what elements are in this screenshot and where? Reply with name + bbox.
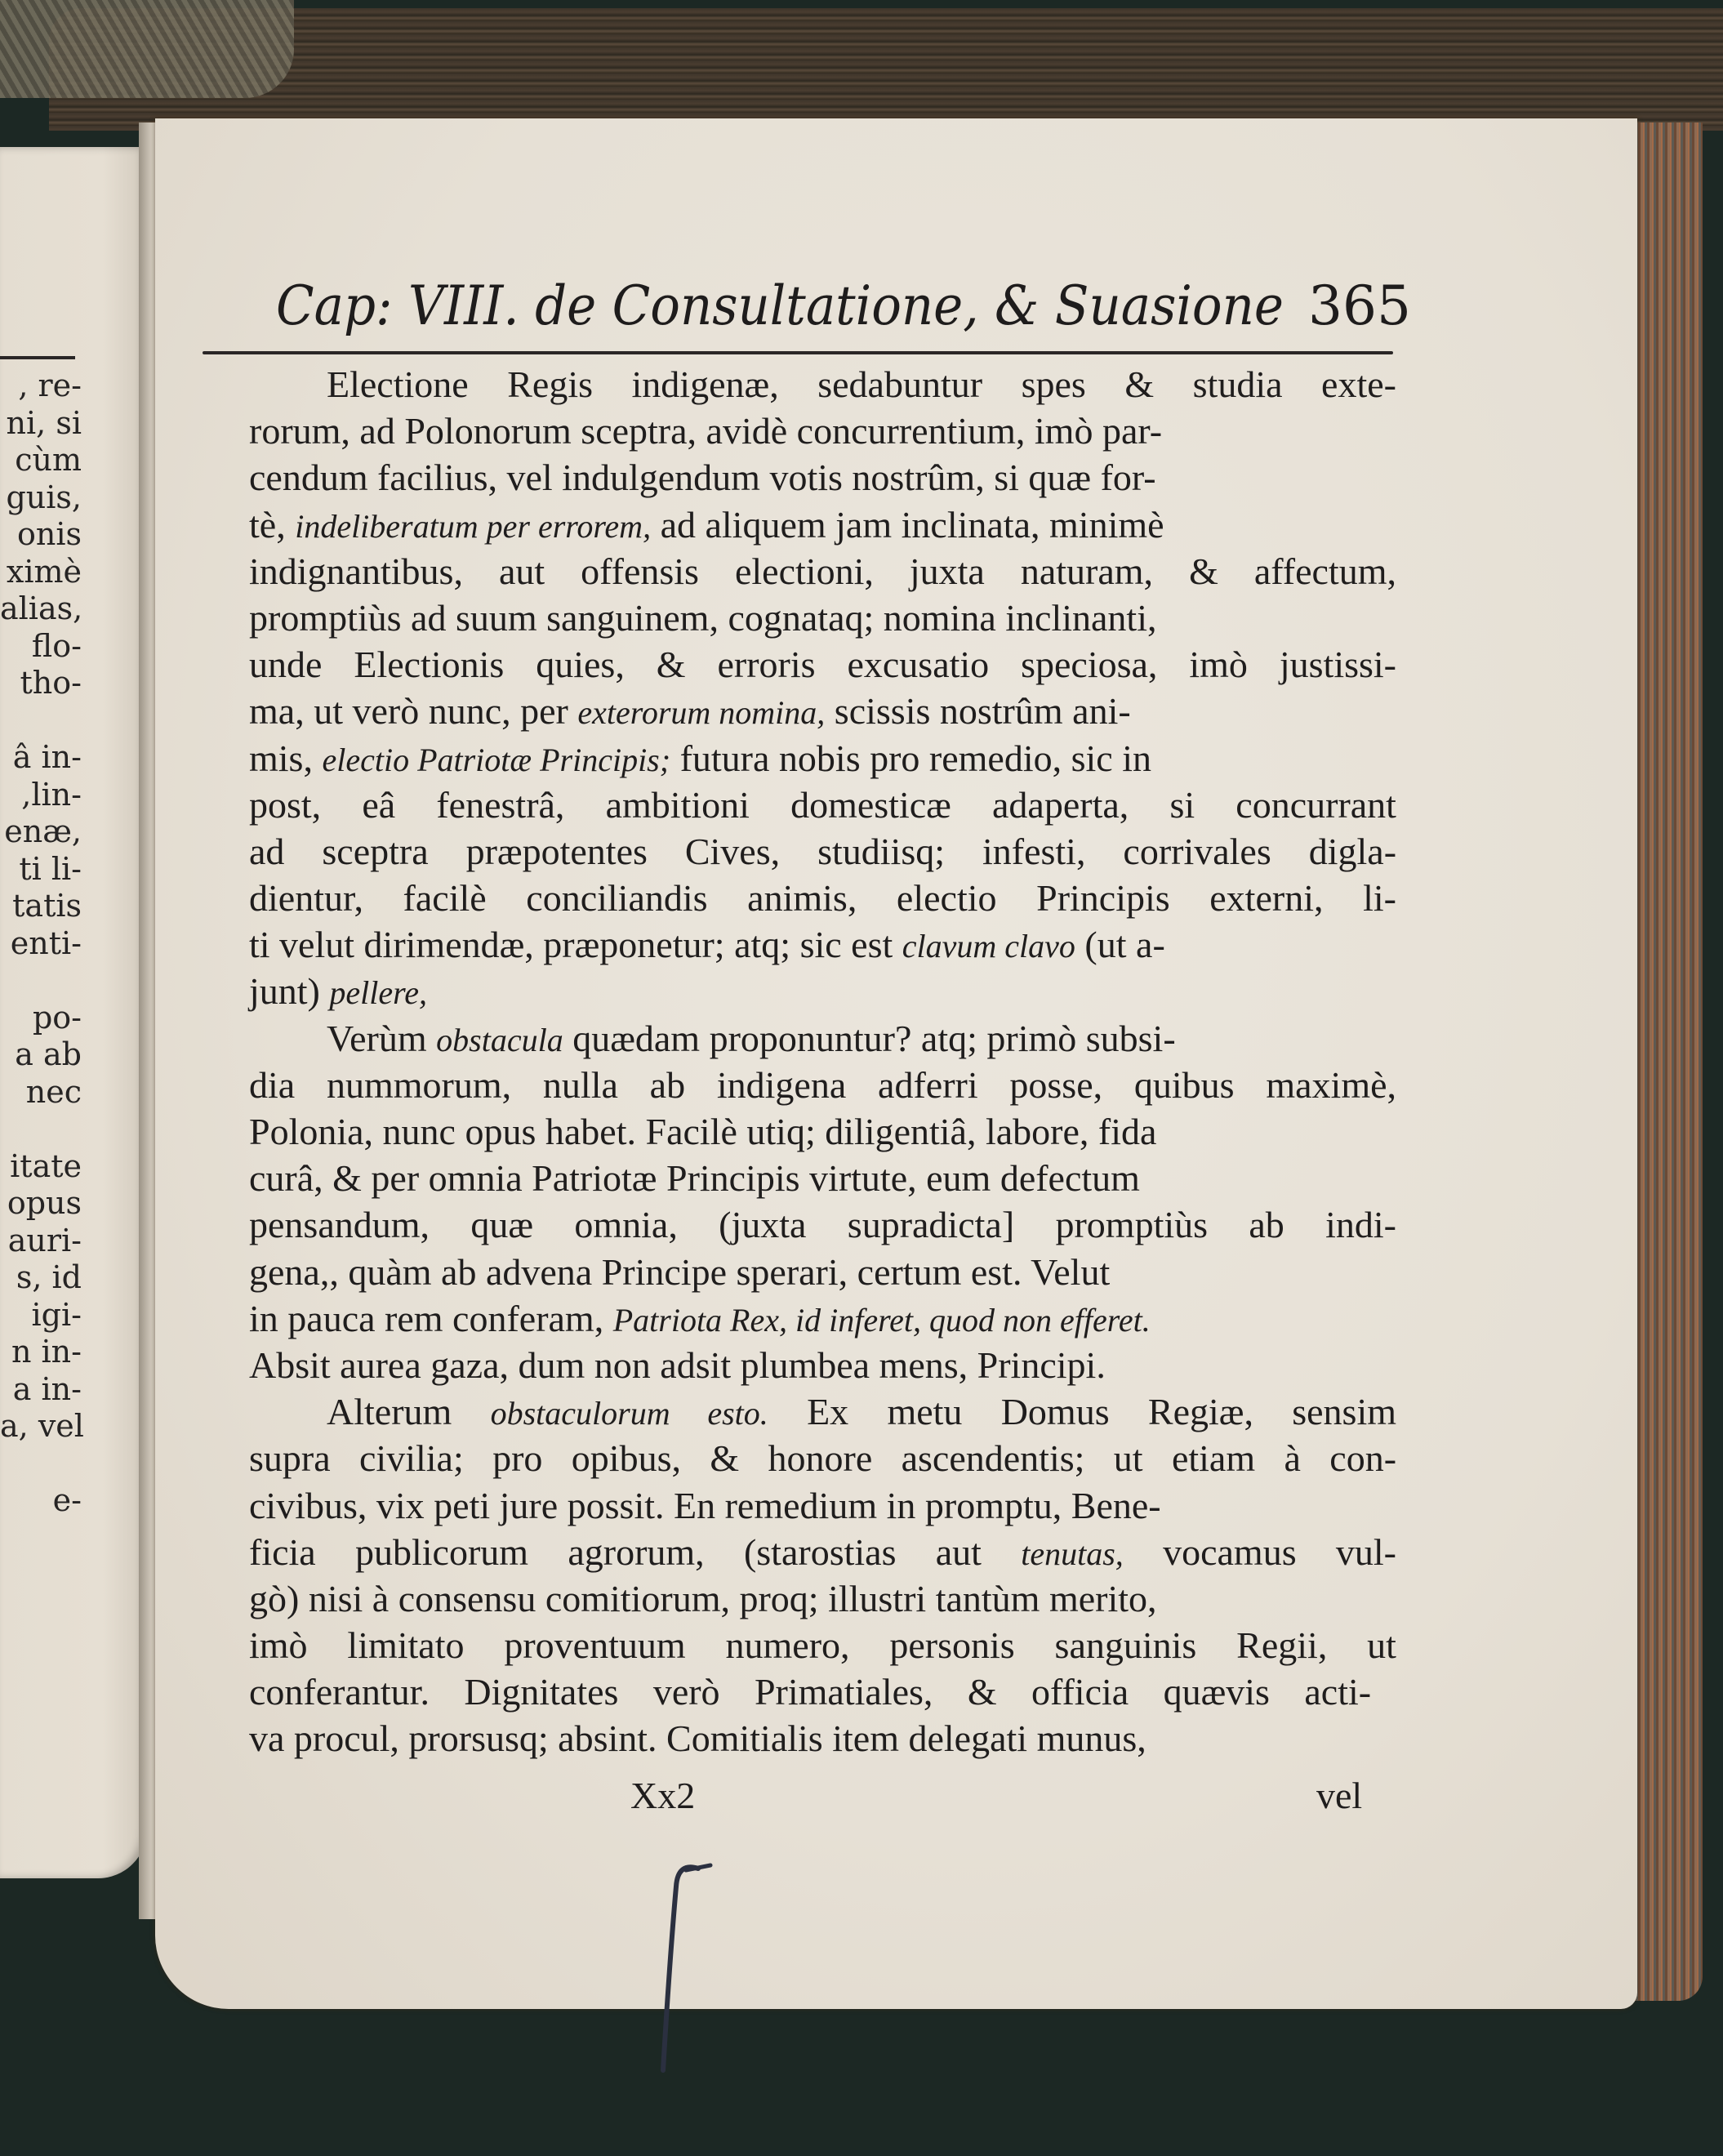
left-page-fragment: ximè (6, 553, 82, 590)
text-line (249, 595, 1396, 641)
left-page-fragment: a, vel (0, 1408, 84, 1444)
text-line (249, 1108, 1396, 1155)
ink-stroke-mark (653, 1862, 719, 2074)
left-page-fragment: cùm (15, 442, 82, 478)
left-page-fragment: n in- (11, 1334, 82, 1370)
text-line-content (249, 501, 1164, 550)
left-page-fragment: igi- (31, 1296, 82, 1333)
text-line-content (249, 688, 1131, 736)
body-text (249, 361, 1396, 1762)
left-page-fragment: alias, (0, 590, 83, 626)
text-line-content: gena,, quàm ab advena Principe sperari, certum est. Velut (249, 1250, 1111, 1293)
text-line-content: civibus, vix peti jure possit. En remedium in promptu, Bene- (249, 1484, 1161, 1526)
book-headband (0, 0, 294, 98)
italic-phrase: indeliberatum per errorem, (295, 507, 652, 545)
text-line (249, 641, 1396, 688)
left-page-fragment: flo- (31, 627, 82, 664)
text-segment: ficia publicorum agrorum, (starostias aut (249, 1530, 1022, 1573)
text-segment: ma, ut verò nunc, per (249, 690, 578, 733)
left-page-fragment: , re- (18, 368, 82, 403)
left-page-fragment: â in- (12, 739, 82, 775)
text-segment: scissis nostrûm ani- (825, 690, 1131, 733)
italic-phrase: electio Patriotæ Principis; (322, 741, 671, 778)
header-rule (203, 351, 1393, 354)
left-page-fragment (0, 962, 82, 1000)
text-line (249, 361, 1396, 408)
text-line-content (249, 968, 427, 1016)
text-line (249, 875, 1396, 921)
text-line (249, 1668, 1396, 1715)
text-segment: tè, (249, 503, 296, 546)
italic-phrase: clavum clavo (902, 928, 1075, 965)
text-line (249, 688, 1396, 734)
text-line-content: gò) nisi à consensu comitiorum, proq; illustri tantùm merito, (249, 1577, 1157, 1619)
text-segment: Alterum (327, 1391, 491, 1433)
italic-phrase: pellere, (329, 974, 427, 1012)
top-page-edges (49, 8, 1723, 131)
text-line-content (249, 1529, 1396, 1577)
text-segment: Verùm (327, 1017, 437, 1059)
signature-mark: Xx2 (630, 1775, 696, 1816)
text-line (249, 1295, 1396, 1342)
left-page-fragment: ti li- (19, 850, 82, 887)
left-page-fragment: tatis (12, 888, 82, 924)
left-page-rule (0, 356, 75, 359)
text-segment: ad aliquem jam inclinata, minimè (651, 503, 1164, 546)
text-line (249, 1342, 1396, 1388)
text-line-content: cendum facilius, vel indulgendum votis nostrûm, si quæ for- (249, 457, 1156, 499)
text-line (249, 968, 1396, 1014)
left-page-fragment (0, 1111, 82, 1148)
left-page-fragment (0, 1446, 82, 1483)
left-page-fragment (0, 702, 82, 740)
left-page-fragment: po- (32, 999, 82, 1036)
text-segment: quædam proponuntur? atq; primò subsi- (563, 1017, 1176, 1059)
text-line (249, 1575, 1396, 1622)
text-line-content (327, 1388, 1396, 1437)
text-segment: junt) (249, 970, 330, 1013)
text-line-content (249, 735, 1151, 783)
text-segment: vocamus vul- (1123, 1530, 1396, 1573)
text-line-content: Absit aurea gaza, dum non adsit plumbea mens, Principi. (249, 1343, 1106, 1386)
text-line (249, 1201, 1396, 1248)
left-page-fragment: s, id (16, 1259, 82, 1295)
left-page-fragment: ni, si (6, 404, 82, 441)
text-line (249, 408, 1396, 454)
text-line-content: curâ, & per omnia Patriotæ Principis virtute, eum defectum (249, 1157, 1140, 1200)
text-line-content: dientur, facilè conciliandis animis, electio Principis externi, li- (249, 877, 1396, 920)
text-line-content: promptiùs ad suum sanguinem, cognataq; nomina inclinanti, (249, 596, 1157, 639)
text-line-content (249, 1295, 1151, 1343)
chapter-title: Cap: VIII. de Consultatione, & Suasione (276, 274, 1284, 337)
left-page-fragment: auri- (7, 1222, 82, 1258)
text-line (249, 782, 1396, 828)
text-line (249, 1529, 1396, 1575)
text-line-content: rorum, ad Polonorum sceptra, avidè concurrentium, imò par- (249, 410, 1163, 452)
italic-phrase: exterorum nomina, (577, 694, 826, 732)
text-line-content: indignantibus, aut offensis electioni, juxta naturam, & affectum, (249, 550, 1396, 592)
text-line (249, 735, 1396, 782)
text-line (249, 1015, 1396, 1062)
text-line (249, 1482, 1396, 1529)
text-line-content: imò limitato proventuum numero, personis sanguinis Regii, ut (249, 1624, 1396, 1667)
text-segment: Ex metu Domus Regiæ, sensim (768, 1391, 1397, 1433)
left-page-fragment: itate (10, 1147, 82, 1184)
left-page-fragment: enæ, (4, 813, 82, 849)
text-line-content: Polonia, nunc opus habet. Facilè utiq; diligentiâ, labore, fida (249, 1111, 1157, 1152)
left-page-text-fragments (0, 368, 82, 1520)
text-segment: ti velut dirimendæ, præponetur; atq; sic est (249, 924, 902, 966)
left-page-fragment: guis, (6, 479, 82, 515)
text-line (249, 548, 1396, 595)
left-page-fragment: ,lin- (21, 776, 82, 813)
left-page-fragment: a in- (12, 1370, 82, 1407)
text-line (249, 921, 1396, 968)
text-segment: futura nobis pro remedio, sic in (670, 737, 1152, 779)
italic-phrase: Patriota Rex, id inferet, quod non efferet. (612, 1301, 1151, 1339)
text-line-content: conferantur. Dignitates verò Primatiales, & officia quævis acti- (249, 1671, 1372, 1713)
left-page-fragment: a ab (15, 1036, 82, 1072)
text-line-content: dia nummorum, nulla ab indigena adferri posse, quibus maximè, (249, 1063, 1397, 1106)
text-line (249, 1155, 1396, 1201)
running-head (276, 270, 1411, 343)
text-line (249, 1249, 1396, 1295)
text-segment: (ut a- (1075, 924, 1165, 966)
text-line-content (327, 1015, 1176, 1063)
text-line-content: post, eâ fenestrâ, ambitioni domesticæ adaperta, si concurrant (249, 783, 1396, 826)
text-line-content: unde Electionis quies, & erroris excusatio speciosa, imò justissi- (249, 644, 1396, 686)
text-line-content (249, 921, 1165, 969)
text-line-content: ad sceptra præpotentes Cives, studiisq; infesti, corrivales digla- (249, 830, 1397, 872)
text-segment: mis, (249, 737, 323, 779)
text-line (249, 1435, 1396, 1481)
italic-phrase: obstaculorum esto. (490, 1395, 768, 1432)
catchword: vel (1316, 1775, 1363, 1816)
text-line-content: supra civilia; pro opibus, & honore ascendentis; ut etiam à con- (249, 1437, 1397, 1480)
text-line-content: va procul, prorsusq; absint. Comitialis item delegati munus, (249, 1717, 1146, 1760)
left-page-fragment: nec (25, 1073, 82, 1110)
text-line (249, 1622, 1396, 1668)
page-number: 365 (1308, 274, 1411, 337)
left-page-fragment: enti- (10, 924, 82, 961)
fore-edge-pages (1629, 122, 1703, 2001)
text-line (249, 1388, 1396, 1435)
left-page-fragment: tho- (20, 665, 82, 701)
text-line (249, 1062, 1396, 1108)
text-line (249, 501, 1396, 548)
left-page-fragment: e- (52, 1482, 82, 1518)
text-line (249, 1715, 1396, 1762)
left-page-fragment: onis (16, 516, 82, 552)
text-line-content: pensandum, quæ omnia, (juxta supradicta] promptiùs ab indi- (249, 1204, 1396, 1246)
italic-phrase: tenutas, (1021, 1535, 1124, 1572)
left-page-fragment: opus (7, 1185, 82, 1221)
text-line (249, 454, 1396, 501)
text-segment: in pauca rem conferam, (249, 1297, 613, 1339)
text-line (249, 828, 1396, 875)
italic-phrase: obstacula (436, 1021, 563, 1058)
text-line-content: Electione Regis indigenæ, sedabuntur spes & studia exte- (327, 363, 1396, 405)
